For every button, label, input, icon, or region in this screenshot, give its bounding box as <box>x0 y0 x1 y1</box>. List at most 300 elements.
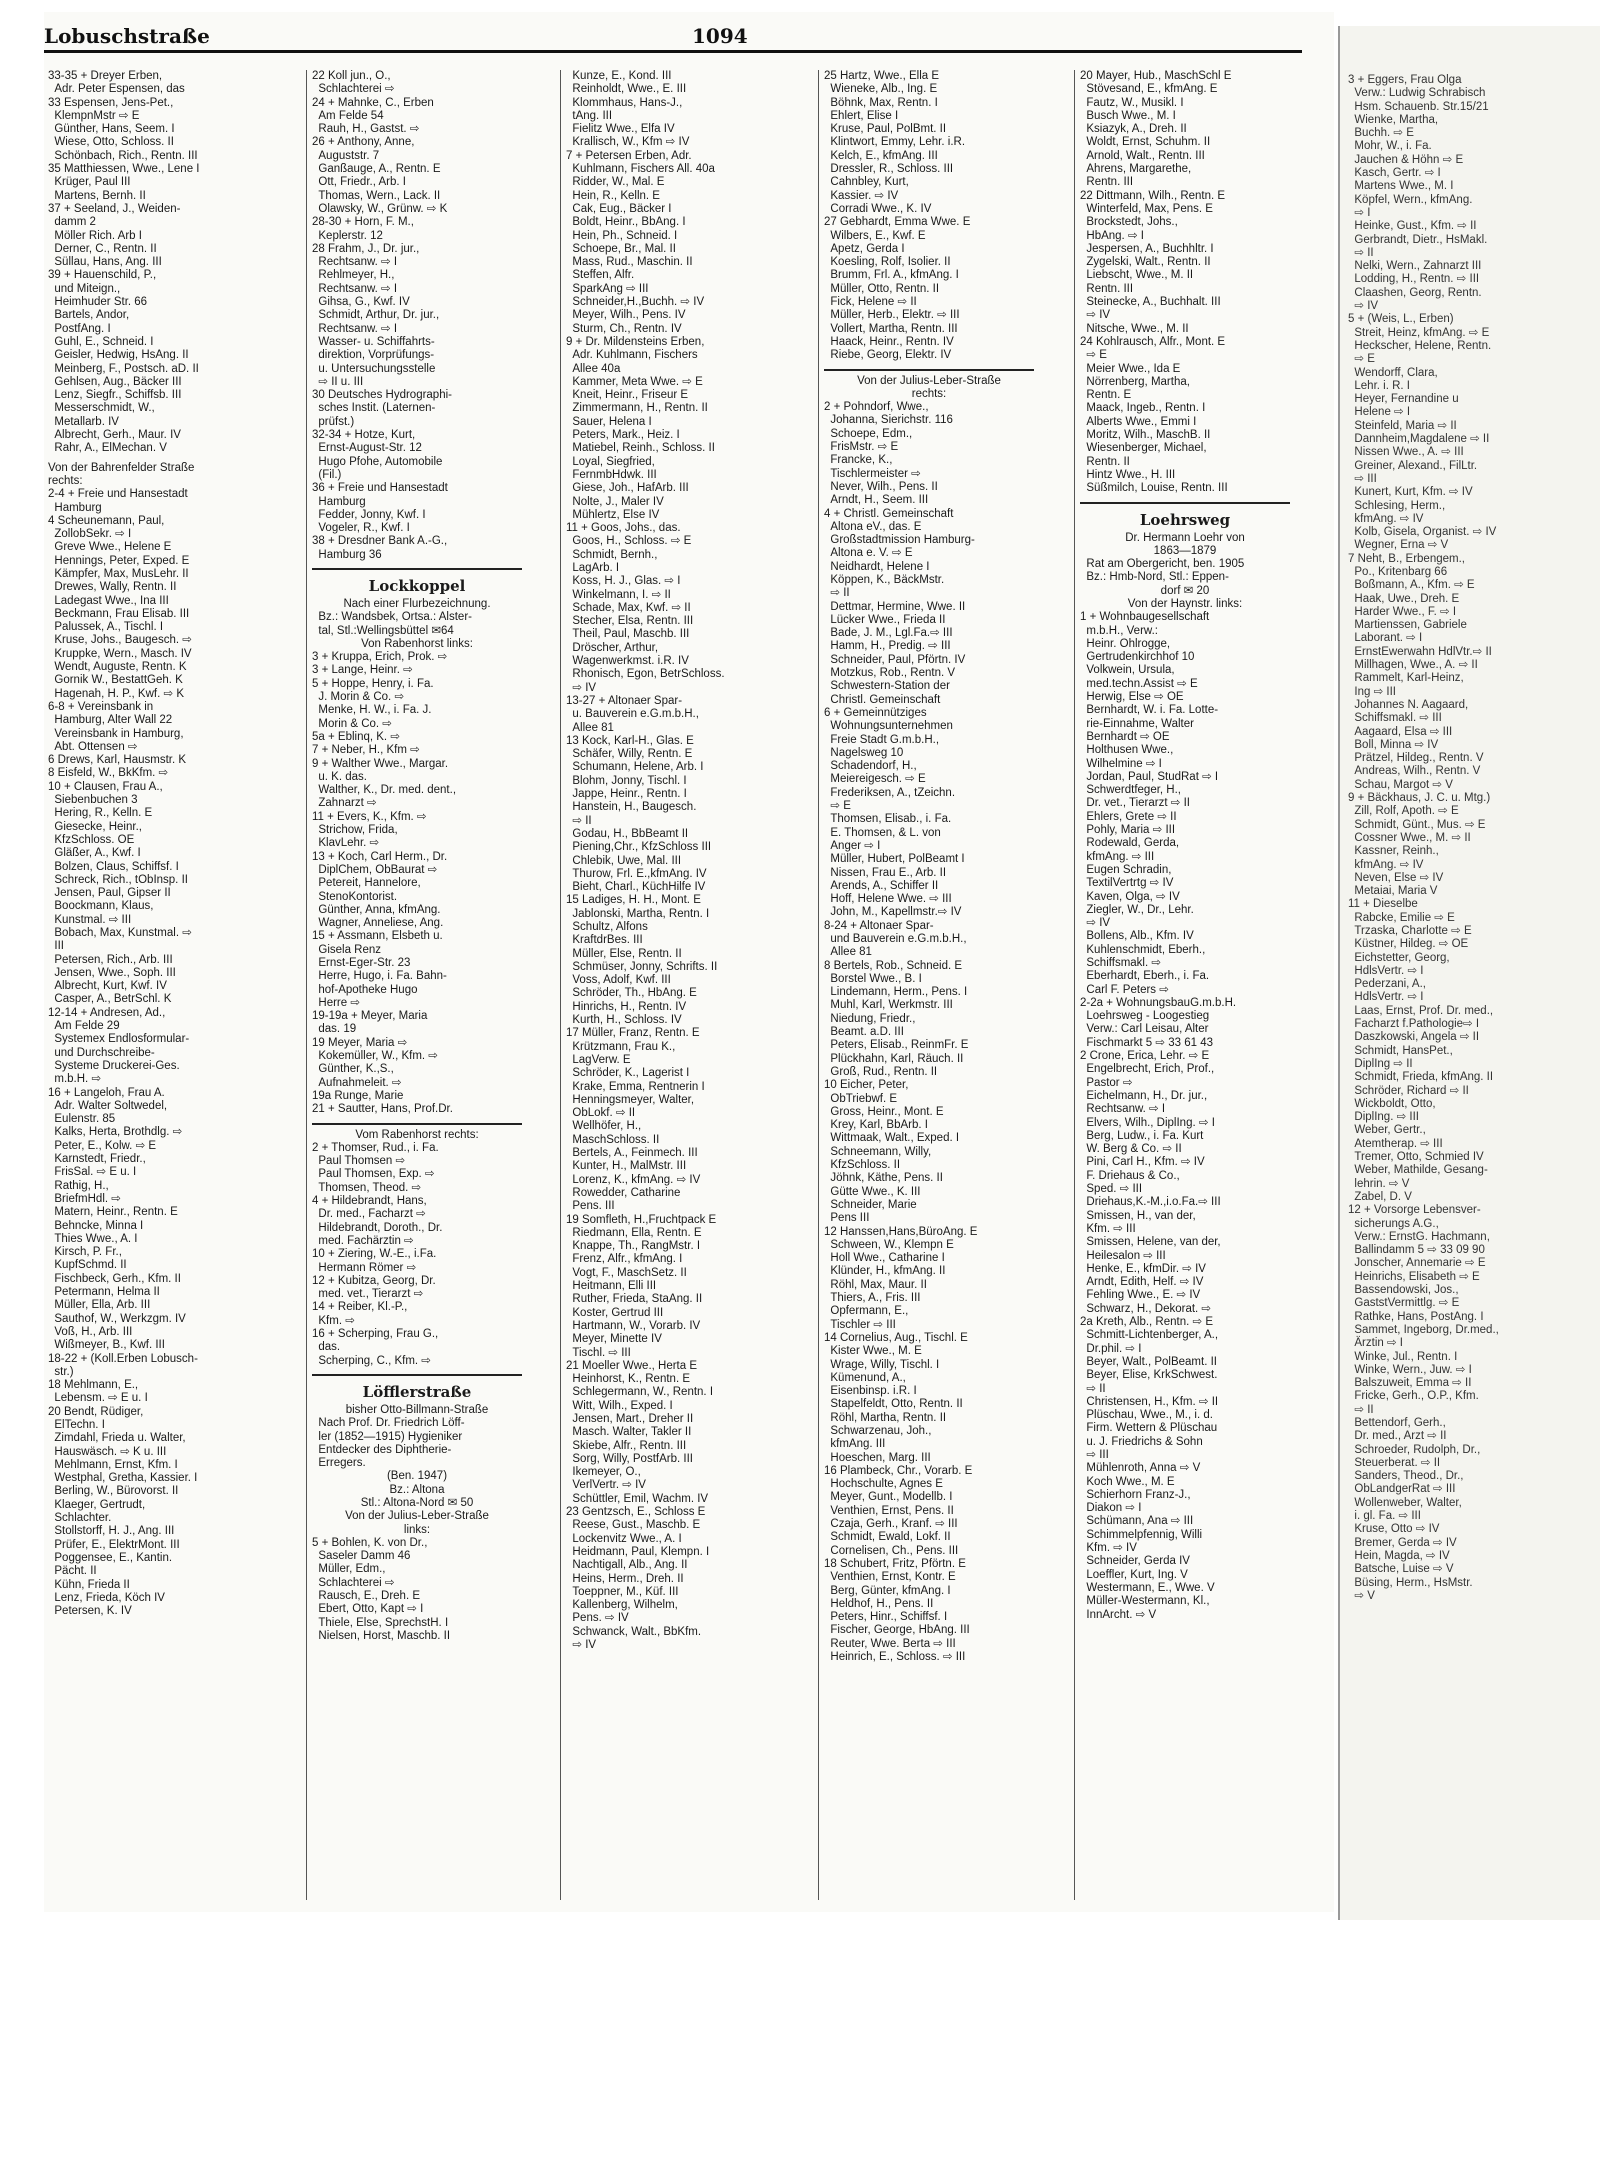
directory-entry: 24 + Mahnke, C., Erben <box>312 96 434 109</box>
directory-entry: Günther, K.,S., <box>312 1063 394 1076</box>
directory-entry: Schröder, Richard ⇨ II <box>1348 1084 1469 1097</box>
directory-entry: Holl Wwe., Catharine I <box>824 1252 945 1265</box>
directory-entry: 33-35 + Dreyer Erben, <box>48 70 163 82</box>
directory-entry: Martens Wwe., M. I <box>1348 180 1454 193</box>
directory-entry: Holthusen Wwe., <box>1080 744 1174 757</box>
directory-entry: Gross, Heinr., Mont. E <box>824 1105 944 1118</box>
directory-column-3 <box>566 70 776 1900</box>
directory-entry: Klommhaus, Hans-J., <box>566 96 683 109</box>
directory-entry: Facharzt f.Pathologie⇨ I <box>1348 1018 1480 1031</box>
directory-column-2 <box>312 70 522 1900</box>
adjacent-page-text <box>1348 74 1578 1603</box>
directory-entry: Guhl, E., Schneid. I <box>48 335 154 348</box>
directory-entry: 36 + Freie und Hansestadt <box>312 482 448 495</box>
directory-entry: Rentn. III <box>1080 282 1134 295</box>
directory-entry: 18 Mehlmann, E., <box>48 1379 139 1392</box>
directory-entry: Schreck, Rich., tObInsp. II <box>48 873 188 886</box>
directory-entry: Wittmaak, Walt., Exped. I <box>824 1132 960 1145</box>
directory-entry: Meyer, Minette IV <box>566 1333 662 1346</box>
directory-entry: Gehlsen, Aug., Bäcker III <box>48 375 182 388</box>
directory-entry: Mehlmann, Ernst, Kfm. I <box>48 1458 178 1471</box>
directory-entry: Ehlers, Grete ⇨ II <box>1080 810 1177 823</box>
directory-entry: Tischl. ⇨ III <box>566 1346 631 1359</box>
directory-entry: Verw.: Carl Leisau, Alter <box>1080 1023 1209 1036</box>
directory-entry: PostfAng. I <box>48 322 111 335</box>
directory-entry: Nissen Wwe., A. ⇨ III <box>1348 446 1464 459</box>
directory-entry: Volkwein, Ursula, <box>1080 664 1175 677</box>
directory-entry: Hagenah, H. P., Kwf. ⇨ K <box>48 687 184 700</box>
directory-entry: Schoepe, Edm., <box>824 427 913 440</box>
directory-entry: Petersen, K. IV <box>48 1605 132 1618</box>
directory-entry: Goos, H., Schloss. ⇨ E <box>566 535 692 548</box>
directory-entry: Steinfeld, Maria ⇨ II <box>1348 419 1457 432</box>
directory-entry: Gütte Wwe., K. III <box>824 1185 921 1198</box>
directory-entry: Wellhöfer, H., <box>566 1120 642 1133</box>
directory-entry: 33 Espensen, Jens-Pet., <box>48 96 174 109</box>
directory-entry: Heins, Herm., Dreh. II <box>566 1572 684 1585</box>
directory-entry: Lodding, H., Rentn. ⇨ III <box>1348 273 1480 286</box>
directory-entry: Wrage, Willy, Tischl. I <box>824 1358 940 1371</box>
directory-entry: 2 + Thomser, Rud., i. Fa. <box>312 1141 439 1154</box>
directory-entry: kfmAng. ⇨ IV <box>1348 512 1424 525</box>
directory-entry: ⇨ III <box>1080 1448 1109 1461</box>
directory-entry: Koss, H. J., Glas. ⇨ I <box>566 575 681 588</box>
directory-entry: Dr. vet., Tierarzt ⇨ II <box>1080 797 1190 810</box>
directory-entry: Greiner, Alexand., FilLtr. <box>1348 459 1478 472</box>
directory-entry: prüfst.) <box>312 415 355 428</box>
directory-entry: Systeme Druckerei-Ges. <box>48 1059 180 1072</box>
directory-entry: Süßmilch, Louise, Rentn. III <box>1080 482 1228 495</box>
directory-entry: Allee 40a <box>566 362 621 375</box>
directory-entry: lehrin. ⇨ V <box>1348 1177 1410 1190</box>
directory-entry: Petersen, Rich., Arb. III <box>48 953 173 966</box>
directory-entry: Beamt. a.D. III <box>824 1026 904 1039</box>
directory-entry: Elvers, Wilh., DiplIng. ⇨ I <box>1080 1116 1215 1129</box>
directory-entry: Bremer, Gerda ⇨ IV <box>1348 1536 1457 1549</box>
directory-entry: Engelbrecht, Erich, Prof., <box>1080 1063 1215 1076</box>
directory-entry: Thomsen, Elisab., i. Fa. <box>824 813 952 826</box>
directory-entry: Meyer, Wilh., Pens. IV <box>566 309 686 322</box>
directory-entry: Müller, Otto, Rentn. II <box>824 282 940 295</box>
section-note: Stl.: Altona-Nord ✉ 50 <box>360 1496 474 1509</box>
directory-entry: Palussek, A., Tischl. I <box>48 621 164 634</box>
directory-entry: Rentn. III <box>1080 176 1134 189</box>
directory-entry: Bernhardt ⇨ OE <box>1080 730 1170 743</box>
directory-entry: ⇨ II <box>1080 1382 1106 1395</box>
directory-entry: Stecher, Elsa, Rentn. III <box>566 615 694 628</box>
directory-entry: Schmidt, Frieda, kfmAng. II <box>1348 1071 1494 1084</box>
directory-entry: Hein, R., Kelln. E <box>566 189 660 202</box>
directory-entry: FrisMstr. ⇨ E <box>824 441 899 454</box>
directory-entry: Hering, R., Kelln. E <box>48 807 153 820</box>
directory-entry: Boldt, Heinr., BbAng. I <box>566 216 686 229</box>
directory-entry: ⇨ IV <box>1080 309 1111 322</box>
directory-entry: Schmidt, Ewald, Lokf. II <box>824 1531 951 1544</box>
directory-entry: Wieneke, Alb., Ing. E <box>824 83 938 96</box>
directory-entry: Gläßer, A., Kwf. I <box>48 847 141 860</box>
section-note: Nach einer Flurbezeichnung. <box>343 597 491 610</box>
directory-entry: Zygelski, Walt., Rentn. II <box>1080 256 1211 269</box>
directory-entry: Müller, Else, Rentn. II <box>566 947 682 960</box>
directory-entry: Corradi Wwe., K. IV <box>824 202 932 215</box>
directory-entry: Berling, W., Bürovorst. II <box>48 1485 179 1498</box>
directory-entry: Kuhlenschmidt, Eberh., <box>1080 943 1206 956</box>
directory-entry: Schmidt, Bernh., <box>566 548 658 561</box>
directory-entry: 22 Dittmann, Wilh., Rentn. E <box>1080 189 1226 202</box>
directory-entry: Tischler ⇨ III <box>824 1318 896 1331</box>
directory-entry: Cornelisen, Ch., Pens. III <box>824 1544 959 1557</box>
directory-entry: 10 + Ziering, W.-E., i.Fa. <box>312 1248 437 1261</box>
directory-entry: III <box>48 940 64 953</box>
directory-entry: Westermann, E., Wwe. V <box>1080 1581 1215 1594</box>
directory-entry: Buchh. ⇨ E <box>1348 127 1414 140</box>
directory-entry: Vereinsbank in Hamburg, <box>48 727 184 740</box>
directory-entry: Schmüser, Jonny, Schrifts. II <box>566 960 718 973</box>
directory-entry: Bolzen, Claus, Schiffsf. I <box>48 860 179 873</box>
directory-entry: Schwestern-Station der <box>824 680 950 693</box>
directory-entry: Rentn. II <box>1080 455 1130 468</box>
directory-entry: Toeppner, M., Küf. III <box>566 1585 679 1598</box>
section-note: Von Rabenhorst links: <box>361 637 473 650</box>
directory-entry: Hamburg 36 <box>312 548 382 561</box>
directory-entry: Rechtsanw. ⇨ I <box>312 256 398 269</box>
directory-entry: Voss, Adolf, Kwf. III <box>566 974 671 987</box>
directory-entry: Czaja, Gerh., Kranf. ⇨ III <box>824 1518 958 1531</box>
directory-entry: Jensen, Mart., Dreher II <box>566 1412 694 1425</box>
directory-entry: Schäfer, Willy, Rentn. E <box>566 748 693 761</box>
directory-entry: Riebe, Georg, Elektr. IV <box>824 349 952 362</box>
directory-entry: Adr. Kuhlmann, Fischers <box>566 349 698 362</box>
directory-entry: 32-34 + Hotze, Kurt, <box>312 429 416 442</box>
directory-entry: Bieht, Charl., KüchHilfe IV <box>566 881 706 894</box>
directory-entry: Lehr. i. R. I <box>1348 379 1410 392</box>
directory-entry: DiplIng. ⇨ III <box>1348 1111 1419 1124</box>
directory-entry: Harder Wwe., F. ⇨ I <box>1348 605 1457 618</box>
directory-entry: Dröscher, Arthur, <box>566 641 659 654</box>
directory-entry: Günther, Anna, kfmAng. <box>312 903 441 916</box>
directory-entry: Reese, Gust., Maschb. E <box>566 1519 701 1532</box>
directory-entry: Ikemeyer, O., <box>566 1466 641 1479</box>
directory-entry: med.techn.Assist ⇨ E <box>1080 677 1198 690</box>
directory-entry: Matern, Heinr., Rentn. E <box>48 1206 178 1219</box>
directory-entry: Gisela Renz <box>312 943 382 956</box>
directory-entry: Hauswäsch. ⇨ K u. III <box>48 1445 167 1458</box>
directory-entry: Schümann, Ana ⇨ III <box>1080 1515 1194 1528</box>
directory-entry: 5 + Hoppe, Henry, i. Fa. <box>312 677 434 690</box>
directory-entry: Carl F. Peters ⇨ <box>1080 983 1169 996</box>
directory-entry: Hamburg <box>312 495 366 508</box>
directory-entry: Heinr. Ohlrogge, <box>1080 637 1171 650</box>
directory-entry: Jonscher, Annemarie ⇨ E <box>1348 1257 1486 1270</box>
directory-entry: Pens. III <box>566 1200 615 1213</box>
directory-entry: Sturm, Ch., Rentn. IV <box>566 322 682 335</box>
directory-entry: Kümenund, A., <box>824 1371 906 1384</box>
directory-entry: Sammet, Ingeborg, Dr.med., <box>1348 1323 1499 1336</box>
directory-entry: Christl. Gemeinschaft <box>824 693 941 706</box>
directory-entry: Bobach, Max, Kunstmal. ⇨ <box>48 927 192 939</box>
directory-entry: Mühlenroth, Anna ⇨ V <box>1080 1462 1201 1475</box>
scan-border-bottom <box>0 1920 1600 2177</box>
directory-entry: LagArb. I <box>566 561 620 574</box>
directory-entry: Dannheim,Magdalene ⇨ II <box>1348 433 1490 446</box>
directory-entry: Lindemann, Herm., Pens. I <box>824 986 968 999</box>
directory-entry: Kaven, Olga, ⇨ IV <box>1080 890 1180 903</box>
directory-entry: Von der Bahrenfelder Straße <box>48 461 195 474</box>
section-note: dorf ✉ 20 <box>1160 584 1210 597</box>
directory-entry: Hildebrandt, Doroth., Dr. <box>312 1221 443 1234</box>
directory-entry: ElTechn. I <box>48 1418 105 1431</box>
directory-entry: Hintz Wwe., H. III <box>1080 468 1176 481</box>
directory-entry: Motzkus, Rob., Rentn. V <box>824 667 956 680</box>
directory-entry: 9 + Dr. Mildensteins Erben, <box>566 335 705 348</box>
directory-entry: Batsche, Luise ⇨ V <box>1348 1563 1454 1576</box>
directory-entry: Loeffler, Kurt, Ing. V <box>1080 1568 1188 1581</box>
directory-entry: Walther, K., Dr. med. dent., <box>312 784 457 797</box>
directory-entry: Schneemann, Willy, <box>824 1145 932 1158</box>
directory-column-5 <box>1080 70 1290 1900</box>
directory-entry: Martens, Bernh. II <box>48 189 146 202</box>
directory-entry: Henke, E., kfmDir. ⇨ IV <box>1080 1262 1206 1275</box>
directory-entry: Blohm, Jonny, Tischl. I <box>566 774 687 787</box>
directory-entry: ⇨ II <box>1348 246 1374 259</box>
section-rule <box>312 568 522 570</box>
directory-entry: SparkAng ⇨ III <box>566 282 649 295</box>
directory-entry: 16 + Langeloh, Frau A. <box>48 1086 165 1099</box>
directory-entry: John, M., Kapellmstr.⇨ IV <box>824 906 962 919</box>
directory-entry: Ganßauge, A., Rentn. E <box>312 163 441 176</box>
directory-entry: Kühn, Frieda II <box>48 1578 130 1591</box>
directory-entry: ⇨ E <box>1348 353 1375 366</box>
directory-entry: KupfSchmd. II <box>48 1259 127 1272</box>
directory-entry: FrisSal. ⇨ E u. I <box>48 1166 137 1179</box>
directory-entry: Kallenberg, Wilhelm, <box>566 1599 678 1612</box>
directory-entry: Johanna, Sierichstr. 116 <box>824 414 953 427</box>
directory-entry: 6 Drews, Karl, Hausmstr. K <box>48 754 187 767</box>
directory-entry: Driehaus,K.-M.,i.o.Fa.⇨ III <box>1080 1196 1221 1209</box>
directory-entry: Müller, Ella, Arb. III <box>48 1299 151 1312</box>
directory-entry: und Miteign., <box>48 282 121 295</box>
section-note: 1863—1879 <box>1153 544 1217 557</box>
directory-entry: Loehrsweg - Loogestieg <box>1080 1010 1210 1023</box>
directory-entry: Pohly, Maria ⇨ III <box>1080 824 1176 837</box>
directory-entry: 23 Gentzsch, E., Schloss E <box>566 1506 706 1519</box>
directory-entry: Nörrenberg, Martha, <box>1080 375 1190 388</box>
directory-entry: Liebscht, Wwe., M. II <box>1080 269 1194 282</box>
directory-entry: Peters, Mark., Heiz. I <box>566 429 680 442</box>
directory-entry: das. 19 <box>312 1023 357 1036</box>
directory-entry: Schimmelpfennig, Willi <box>1080 1528 1203 1541</box>
directory-entry: Olawsky, W., Grünw. ⇨ K <box>312 202 448 215</box>
directory-entry: Weber, Gertr., <box>1348 1124 1426 1137</box>
directory-entry: KraftdrBes. III <box>566 934 643 947</box>
directory-entry: Fick, Helene ⇨ II <box>824 296 917 309</box>
directory-entry: Gihsa, G., Kwf. IV <box>312 296 410 309</box>
directory-entry: ⇨ E <box>1080 349 1107 362</box>
directory-entry: Schneider, Marie <box>824 1198 917 1211</box>
directory-entry: Ing ⇨ III <box>1348 685 1396 698</box>
directory-entry: tal, Stl.:Wellingsbüttel ✉64 <box>312 624 454 637</box>
directory-entry: E. Thomsen, & L. von <box>824 826 941 839</box>
directory-entry: ⇨ II u. III <box>312 375 364 388</box>
directory-entry: Steffen, Alfr. <box>566 269 635 282</box>
directory-entry: Nachtigall, Alb., Ang. II <box>566 1559 688 1572</box>
directory-entry: 13 + Koch, Carl Herm., Dr. <box>312 850 448 863</box>
directory-entry: Jöhnk, Käthe, Pens. II <box>824 1172 943 1185</box>
directory-entry: Wilhelmine ⇨ I <box>1080 757 1162 770</box>
directory-entry: Steuerberat. ⇨ II <box>1348 1456 1441 1469</box>
directory-entry: Steinecke, A., Buchhalt. III <box>1080 296 1221 309</box>
directory-entry: Gerbrandt, Dietr., HsMakl. <box>1348 233 1488 246</box>
directory-entry: Rathke, Hans, PostAng. I <box>1348 1310 1484 1323</box>
directory-entry: Schultz, Alfons <box>566 921 648 933</box>
directory-entry: Albrecht, Kurt, Kwf. IV <box>48 980 167 993</box>
directory-entry: Greve Wwe., Helene E <box>48 541 172 554</box>
directory-entry: Bettendorf, Gerh., <box>1348 1416 1446 1429</box>
directory-entry: Streit, Heinz, kfmAng. ⇨ E <box>1348 326 1490 339</box>
directory-entry: Kammer, Meta Wwe. ⇨ E <box>566 375 703 388</box>
directory-entry: Hamburg <box>48 501 102 514</box>
directory-entry: Verw.: ErnstG. Hachmann, <box>1348 1230 1490 1243</box>
directory-entry: Krey, Karl, BbArb. I <box>824 1119 928 1132</box>
directory-entry: damm 2 <box>48 216 96 229</box>
section-note: links: <box>403 1523 431 1536</box>
directory-entry: Kasch, Gertr. ⇨ I <box>1348 167 1441 180</box>
directory-entry: ⇨ I <box>1348 206 1371 219</box>
directory-entry: Auguststr. 7 <box>312 149 380 162</box>
directory-entry: 8-24 + Altonaer Spar- <box>824 919 934 932</box>
directory-entry: MaschSchloss. II <box>566 1133 660 1146</box>
directory-entry: 25 Hartz, Wwe., Ella E <box>824 70 940 82</box>
directory-entry: Schröder, Th., HbAng. E <box>566 987 697 1000</box>
directory-entry: 19-19a + Meyer, Maria <box>312 1010 428 1023</box>
directory-entry: Moritz, Wilh., MaschB. II <box>1080 429 1211 442</box>
directory-entry: Müller, Hubert, PolBeamt I <box>824 853 965 866</box>
directory-entry: Herwig, Else ⇨ OE <box>1080 691 1184 704</box>
directory-entry: Dr.phil. ⇨ I <box>1080 1342 1142 1355</box>
section-note: Von der Haynstr. links: <box>1127 597 1243 610</box>
directory-entry: Peters, Hinr., Schiffsf. I <box>824 1611 948 1624</box>
directory-entry: 10 + Clausen, Frau A., <box>48 780 163 793</box>
directory-entry: Schwanck, Walt., BbKfm. <box>566 1625 702 1638</box>
directory-entry: Hein, Magda, ⇨ IV <box>1348 1549 1450 1562</box>
directory-entry: Koesling, Rolf, Isolier. II <box>824 256 951 269</box>
directory-entry: Bernhardt, W. i. Fa. Lotte- <box>1080 704 1219 717</box>
directory-entry: Berg, Günter, kfmAng. I <box>824 1584 951 1597</box>
directory-entry: W. Berg & Co. ⇨ II <box>1080 1143 1182 1156</box>
directory-entry: Wollenweber, Walter, <box>1348 1496 1462 1509</box>
directory-entry: Rechtsanw. ⇨ I <box>312 282 398 295</box>
directory-entry: Klünder, H., kfmAng. II <box>824 1265 946 1278</box>
directory-entry: Hsm. Schauenb. Str.15/21 <box>1348 100 1489 113</box>
directory-entry: Schneider,H.,Buchh. ⇨ IV <box>566 296 705 309</box>
directory-entry: Klintwort, Emmy, Lehr. i.R. <box>824 136 966 149</box>
directory-entry: Jespersen, A., Buchhltr. I <box>1080 242 1214 255</box>
directory-entry: Plüschau, Wwe., M., i. d. <box>1080 1409 1213 1422</box>
directory-entry: 18-22 + (Koll.Erben Lobusch- <box>48 1352 198 1365</box>
directory-entry: ⇨ IV <box>566 681 597 694</box>
directory-entry: TextilVertrtg ⇨ IV <box>1080 877 1174 890</box>
directory-entry: Wiese, Otto, Schloss. II <box>48 136 174 149</box>
directory-entry: Kokemüller, W., Kfm. ⇨ <box>312 1050 438 1063</box>
directory-entry: KfzSchloss. II <box>824 1159 901 1172</box>
directory-entry: 3 + Eggers, Frau Olga <box>1348 74 1462 86</box>
directory-entry: Herre ⇨ <box>312 996 360 1009</box>
directory-entry: Lenz, Siegfr., Schiffsb. III <box>48 389 182 402</box>
directory-entry: Schoepe, Br., Mal. II <box>566 242 676 255</box>
directory-entry: Busch Wwe., M. I <box>1080 109 1176 122</box>
directory-entry: 4 Scheunemann, Paul, <box>48 514 165 527</box>
directory-entry: Kunstmal. ⇨ III <box>48 913 132 926</box>
directory-entry: 4 + Christl. Gemeinschaft <box>824 507 954 520</box>
directory-entry: Zill, Rolf, Apoth. ⇨ E <box>1348 805 1459 818</box>
directory-entry: 11 + Dieselbe <box>1348 898 1418 911</box>
directory-entry: ObLokf. ⇨ II <box>566 1107 636 1120</box>
directory-entry: 19a Runge, Marie <box>312 1089 404 1102</box>
directory-entry: Tischlermeister ⇨ <box>824 467 921 480</box>
directory-entry: Koch Wwe., M. E <box>1080 1475 1175 1488</box>
directory-entry: Pächt. II <box>48 1565 97 1578</box>
directory-entry: Altona eV., das. E <box>824 520 922 533</box>
directory-entry: 7 Neht, B., Erbengem., <box>1348 552 1465 565</box>
directory-entry: Pens III <box>824 1212 870 1225</box>
directory-entry: DiplChem, ObBaurat ⇨ <box>312 863 438 876</box>
directory-entry: Winke, Jul., Rentn. I <box>1348 1350 1458 1363</box>
directory-entry: Stövesand, E., kfmAng. E <box>1080 83 1218 96</box>
directory-entry: Venthien, Ernst, Pens. II <box>824 1504 954 1517</box>
directory-entry: 12-14 + Andresen, Ad., <box>48 1006 166 1019</box>
directory-entry: Martienssen, Gabriele <box>1348 619 1467 632</box>
directory-entry: Wagenwerkmst. i.R. IV <box>566 655 689 668</box>
directory-entry: Casper, A., BetrSchl. K <box>48 993 172 1006</box>
directory-entry: Reinholdt, Wwe., E. III <box>566 83 687 96</box>
directory-entry: Wiesenberger, Michael, <box>1080 442 1207 455</box>
directory-entry: Winkelmann, I. ⇨ II <box>566 588 671 601</box>
directory-entry: Wendorff, Clara, <box>1348 366 1438 379</box>
directory-entry: Eichelmann, H., Dr. jur., <box>1080 1089 1208 1102</box>
directory-entry: Boockmann, Klaus, <box>48 900 154 913</box>
directory-entry: Dr. med., Facharzt ⇨ <box>312 1208 426 1221</box>
directory-entry: Berg, Ludw., i. Fa. Kurt <box>1080 1129 1204 1142</box>
directory-entry: 28-30 + Horn, F. M., <box>312 216 414 229</box>
directory-entry: Süllau, Hans, Ang. III <box>48 256 162 269</box>
directory-entry: Giesecke, Heinr., <box>48 820 142 833</box>
directory-entry: 18 Schubert, Fritz, Pförtn. E <box>824 1557 966 1570</box>
directory-entry: Alberts Wwe., Emmi I <box>1080 415 1197 428</box>
directory-entry: 11 + Goos, Johs., das. <box>566 522 681 535</box>
directory-entry: Rahr, A., ElMechan. V <box>48 442 167 455</box>
directory-entry: Schneider, Gerda IV <box>1080 1555 1190 1568</box>
directory-entry: ⇨ II <box>824 587 850 600</box>
adjacent-page <box>1338 26 1600 1920</box>
directory-entry: Eugen Schradin, <box>1080 863 1172 876</box>
directory-entry: Kelch, E., kfmAng. III <box>824 149 938 162</box>
directory-entry: Heilesalon ⇨ III <box>1080 1249 1166 1262</box>
directory-entry: Bollens, Alb., Kfm. IV <box>1080 930 1194 943</box>
directory-entry: Nagelsweg 10 <box>824 746 904 759</box>
directory-entry: Ernst-August-Str. 12 <box>312 442 422 455</box>
directory-entry: Sauthof, W., Werkzgm. IV <box>48 1312 186 1325</box>
directory-entry: Beyer, Walt., PolBeamt. II <box>1080 1355 1217 1368</box>
directory-entry: Kruppke, Wern., Masch. IV <box>48 647 192 660</box>
directory-entry: 12 + Vorsorge Lebensver- <box>1348 1204 1481 1217</box>
directory-entry: Ehlert, Elise I <box>824 109 899 122</box>
directory-entry: Kfm. ⇨ <box>312 1314 355 1327</box>
directory-entry: Wilbers, E., Kwf. E <box>824 229 926 242</box>
directory-entry: ⇨ II <box>566 814 592 827</box>
directory-entry: ⇨ II <box>1348 1403 1374 1416</box>
directory-entry: das. <box>312 1341 341 1354</box>
directory-entry: Wasser- u. Schiffahrts- <box>312 335 435 348</box>
